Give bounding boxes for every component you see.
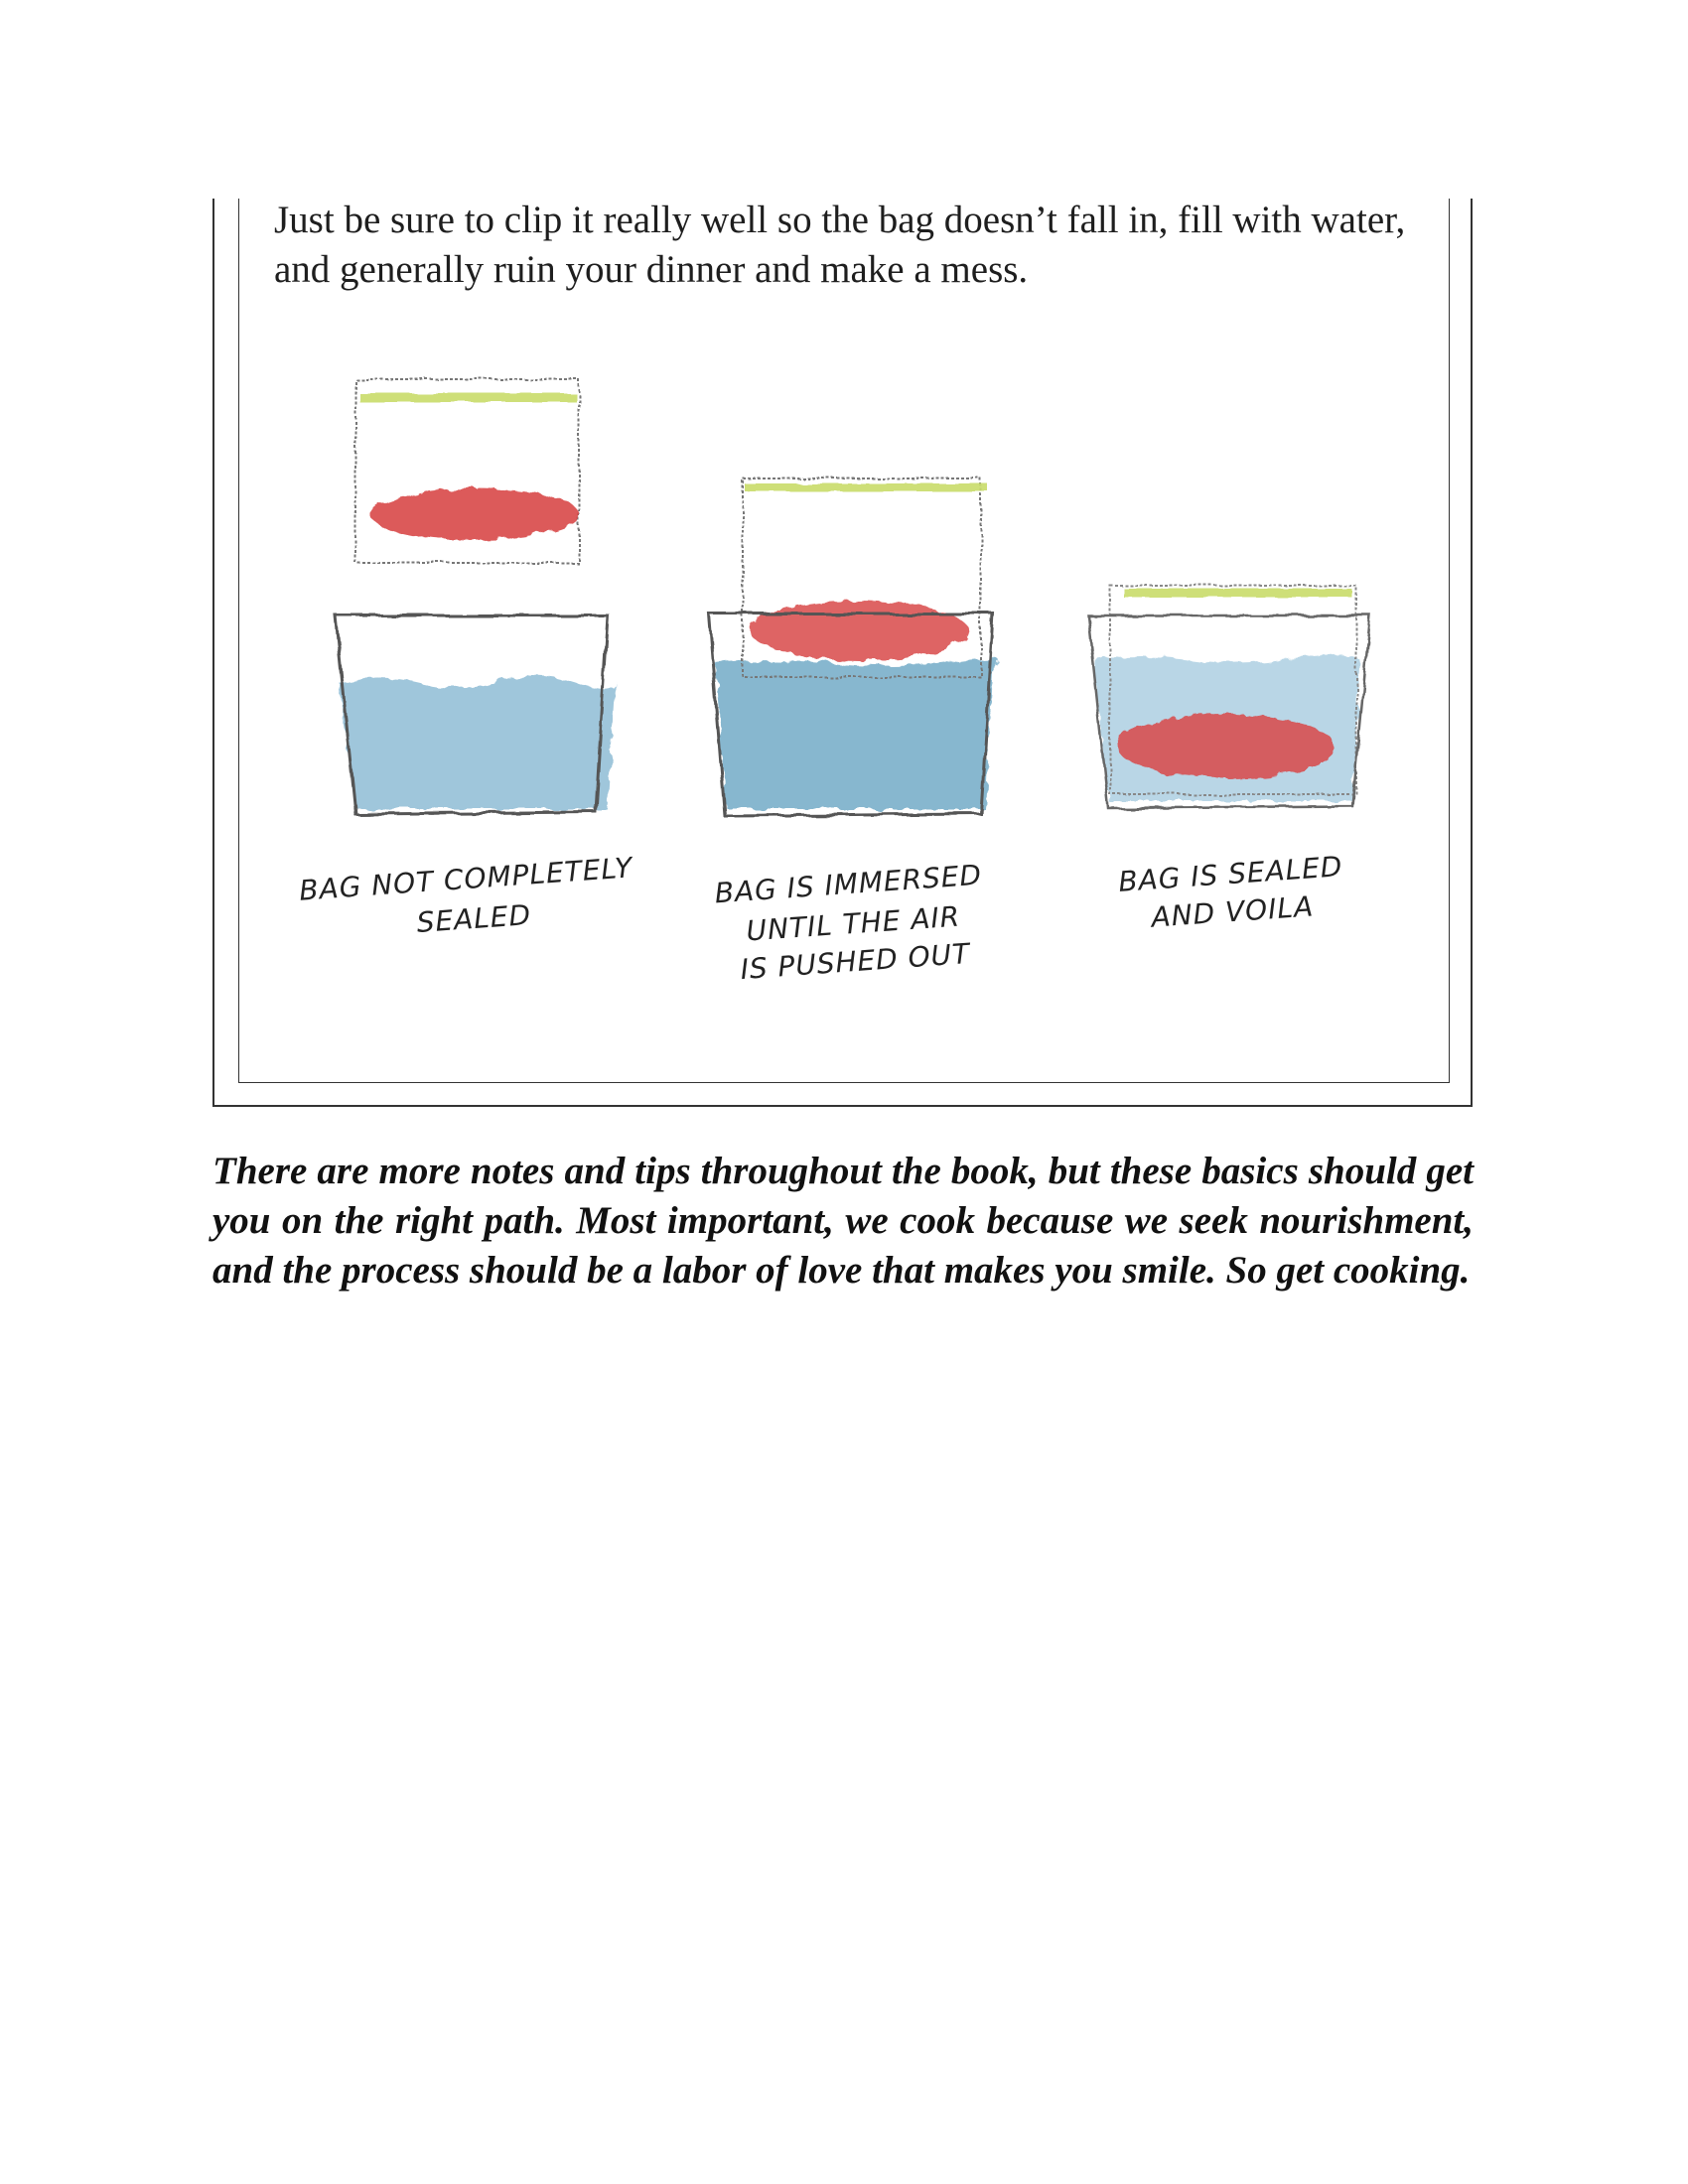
caption-2-line-2: UNTIL THE AIR — [745, 899, 962, 948]
caption-3-line-2: AND VOILA — [1150, 889, 1316, 934]
panel-bag-not-sealed — [298, 379, 634, 939]
caption-3-line-1: BAG IS SEALED — [1117, 850, 1344, 898]
panel-bag-sealed — [1088, 586, 1370, 934]
sous-vide-bag-illustration — [298, 357, 1440, 993]
meat-in-bag — [370, 488, 579, 540]
closing-paragraph: There are more notes and tips throughout the book, but these basics should get you on the right path. Most important, we cook because we seek nourishment, and the process should be a labor of love that makes you smile. So get cooking. — [212, 1150, 1474, 1292]
bag-zipper — [745, 483, 988, 491]
water-fill — [715, 657, 998, 809]
bag-zipper — [1124, 589, 1352, 598]
caption-2-line-3: IS PUSHED OUT — [739, 936, 972, 987]
box-paragraph: Just be sure to clip it really well so the bag doesn’t fall in, fill with water, and generally ruin your dinner and make a mess. — [274, 199, 1406, 291]
meat-in-bag — [1117, 715, 1336, 778]
water-fill — [340, 675, 616, 809]
bag-zipper — [359, 393, 576, 402]
caption-1-line-1: BAG NOT COMPLETELY — [298, 851, 634, 907]
panel-bag-immersed — [709, 478, 998, 986]
caption-1-line-2: SEALED — [415, 898, 533, 940]
caption-2-line-1: BAG IS IMMERSED — [713, 858, 983, 910]
meat-in-bag — [750, 601, 968, 660]
